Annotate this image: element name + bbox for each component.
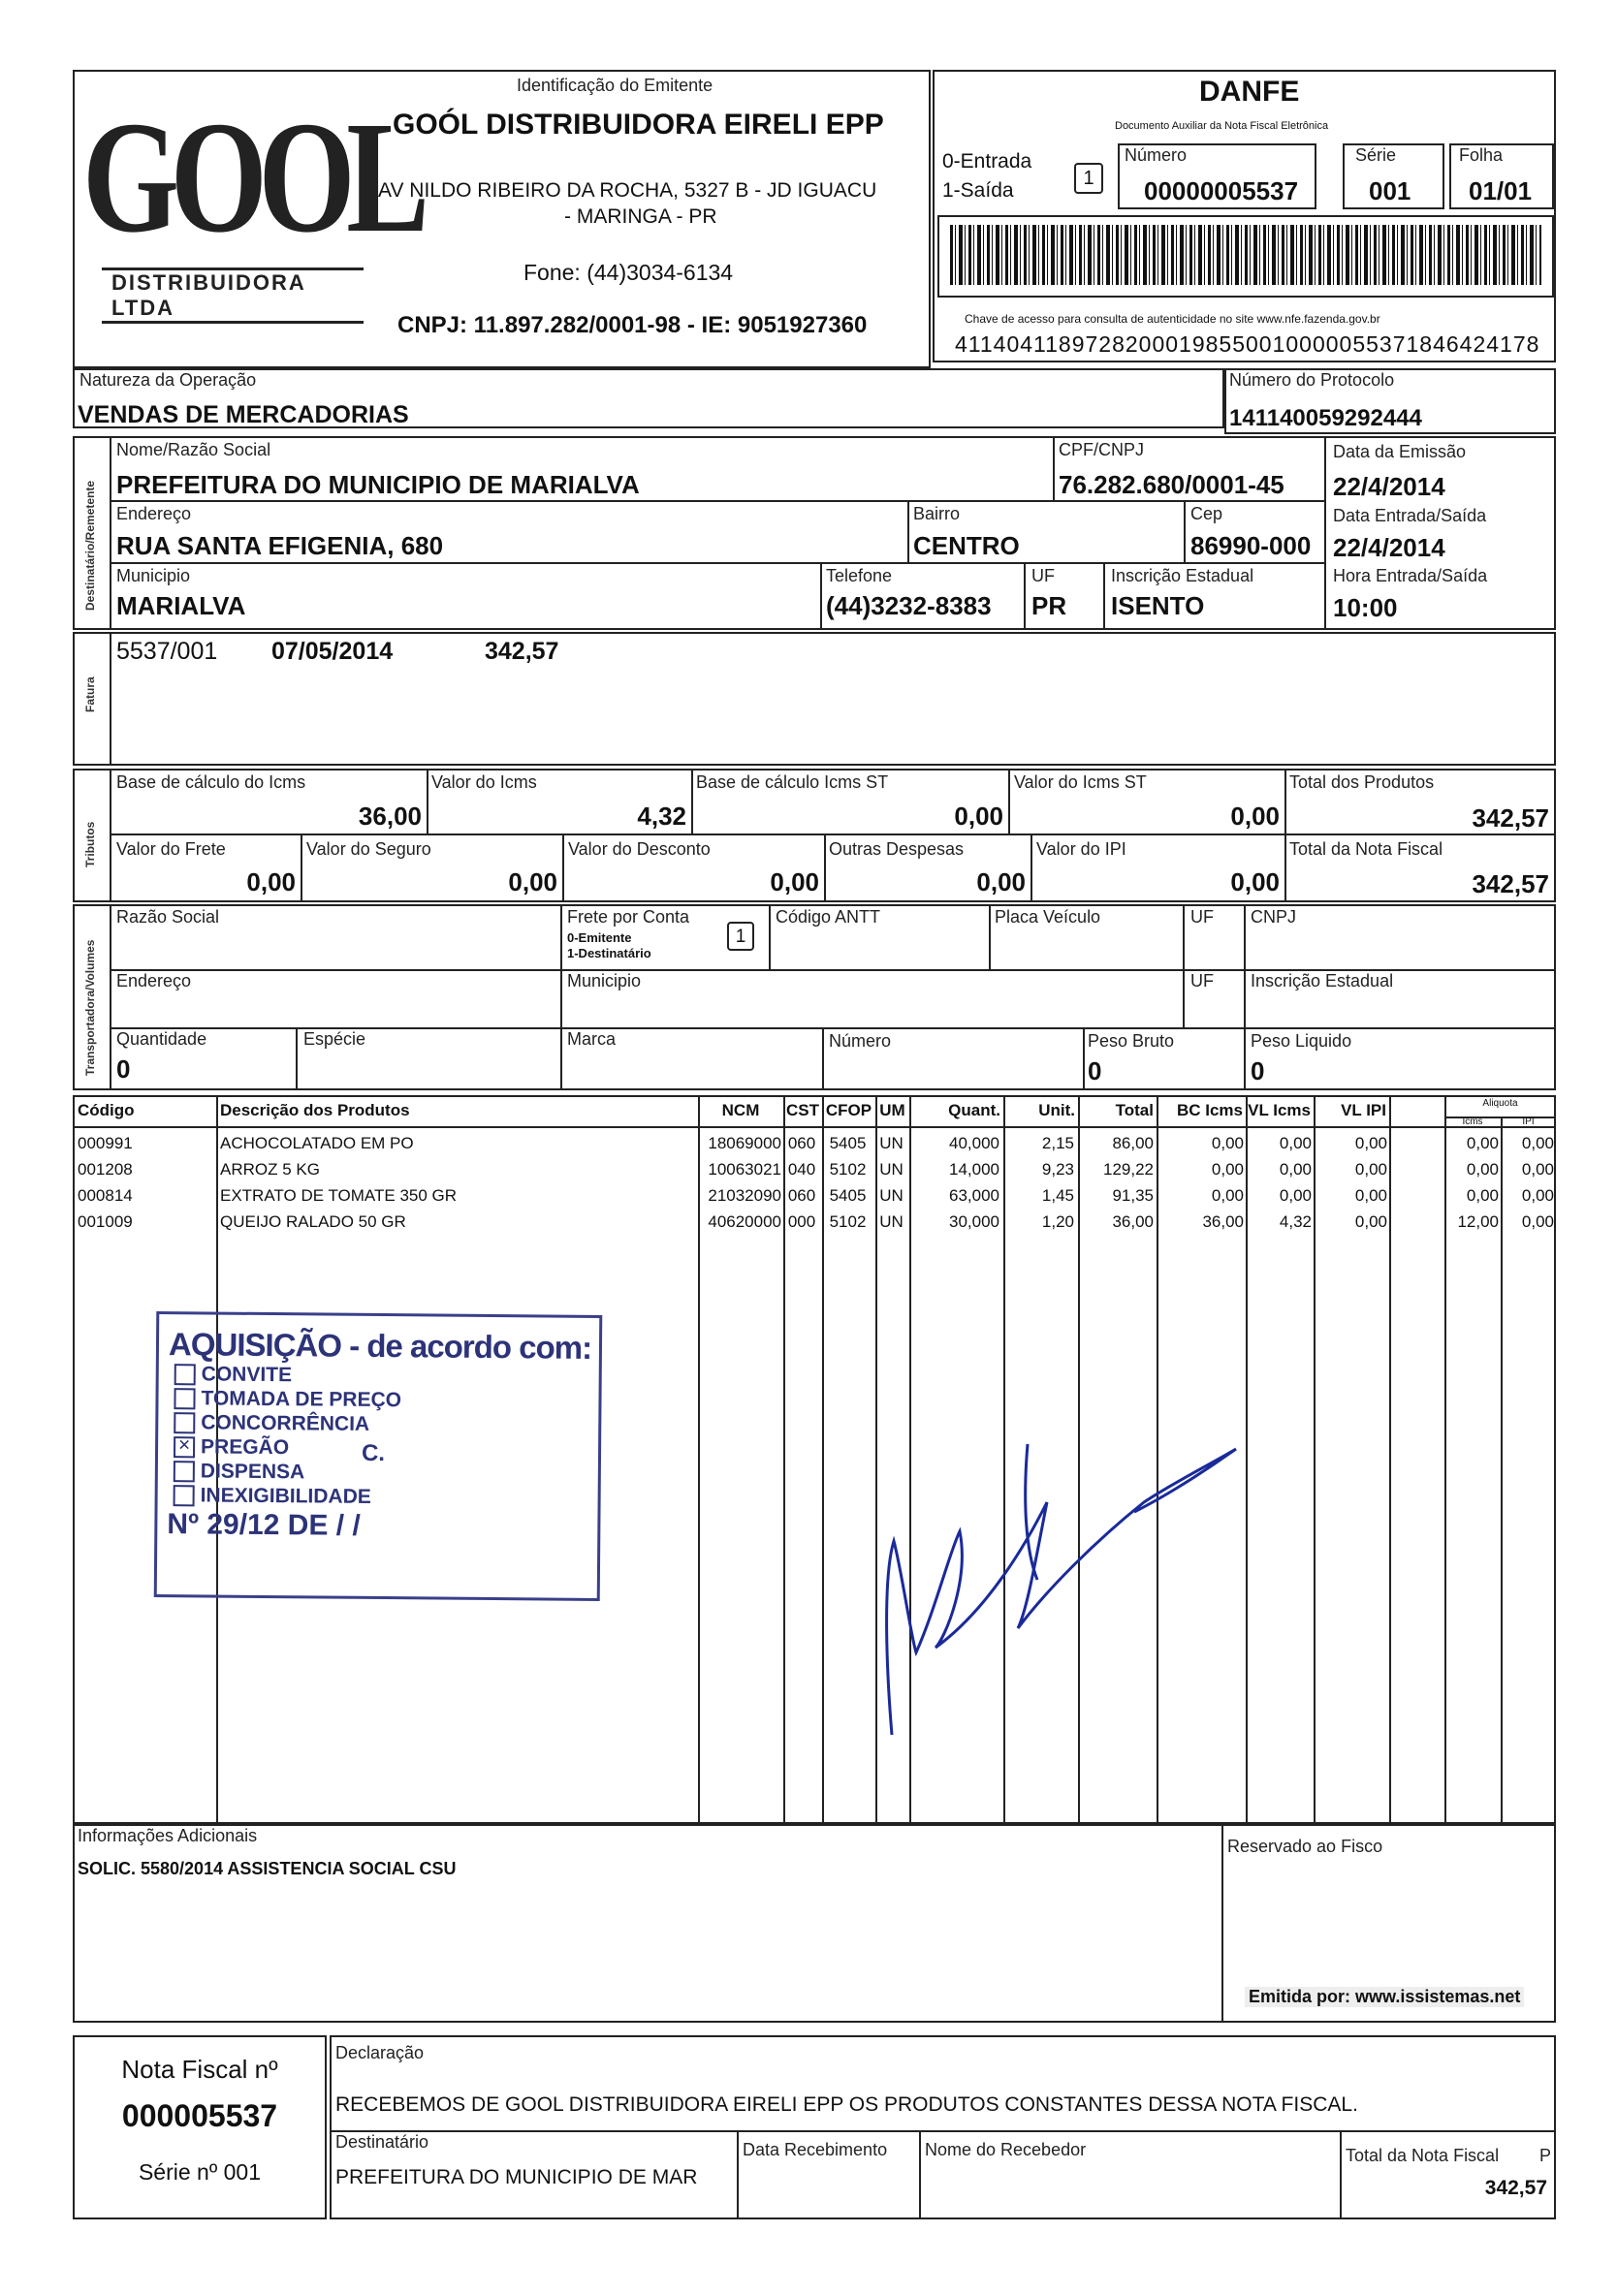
table-cell: 000814 <box>78 1186 133 1205</box>
table-cell: 0,00 <box>1354 1134 1387 1152</box>
access-key: 41140411897282000198550010000055371846424178 <box>955 331 1540 357</box>
total-prod: 342,57 <box>1472 803 1549 833</box>
dest-cep-label: Cep <box>1190 504 1223 523</box>
table-cell: 060 <box>787 1134 816 1152</box>
checkbox-icon <box>174 1461 195 1482</box>
dest-hora: 10:00 <box>1333 593 1398 622</box>
table-cell: 5405 <box>829 1186 867 1205</box>
protocolo-label: Número do Protocolo <box>1229 370 1395 390</box>
logo-text: GOOL <box>82 88 421 266</box>
aliquota-icms-header: Icms <box>1462 1117 1483 1127</box>
dest-nome: PREFEITURA DO MUNICIPIO DE MARIALVA <box>116 470 640 499</box>
produtos-header-cell: NCM <box>721 1101 760 1119</box>
outras-label: Outras Despesas <box>829 839 965 859</box>
table-cell: 30,000 <box>949 1212 999 1231</box>
bc-icms: 36,00 <box>358 802 422 831</box>
frete-val-box <box>727 922 754 951</box>
natureza-label: Natureza da Operação <box>79 370 257 390</box>
canhoto-serie: Série nº 001 <box>138 2159 262 2185</box>
total-nota-label: Total da Nota Fiscal <box>1289 839 1443 859</box>
dest-municipio-label: Municipio <box>116 566 191 585</box>
fatura-data: 07/05/2014 <box>271 638 394 665</box>
trib-div-9 <box>1284 833 1286 902</box>
frete-val: 1 <box>735 927 746 947</box>
table-cell: 0,00 <box>1211 1134 1244 1152</box>
tributos-row-divider <box>110 833 1556 835</box>
table-cell: 0,00 <box>1211 1186 1244 1205</box>
table-cell: UN <box>879 1134 904 1152</box>
table-cell: 0,00 <box>1466 1186 1499 1205</box>
table-cell: 12,00 <box>1457 1212 1499 1231</box>
adicionais-divider <box>1221 1824 1223 2023</box>
adicionais-label: Informações Adicionais <box>78 1826 258 1845</box>
aliquota-header: Aliquota <box>1482 1098 1518 1109</box>
transp-div-a <box>560 904 562 1090</box>
peso-liquido: 0 <box>1251 1056 1265 1085</box>
stamp-item-label: DISPENSA <box>200 1460 305 1484</box>
v-st-label: Valor do Icms ST <box>1014 772 1147 792</box>
adicionais-texto: SOLIC. 5580/2014 ASSISTENCIA SOCIAL CSU <box>78 1859 457 1878</box>
canhoto-div-2 <box>919 2130 921 2219</box>
ipi-label: Valor do IPI <box>1036 839 1126 859</box>
fatura-numero: 5537/001 <box>116 638 218 665</box>
table-cell: 91,35 <box>1112 1186 1154 1205</box>
company-logo <box>82 88 421 320</box>
table-cell: 0,00 <box>1279 1134 1312 1152</box>
protocolo-value: 141140059292444 <box>1229 405 1422 431</box>
danfe-saida: 1-Saída <box>942 179 1014 202</box>
produtos-header-cell: CFOP <box>825 1101 872 1119</box>
fatura-side-label: Fatura <box>83 676 97 712</box>
danfe-folha-label: Folha <box>1459 145 1504 165</box>
table-cell: 21032090 <box>708 1186 781 1205</box>
table-cell: 36,00 <box>1112 1212 1154 1231</box>
table-cell: 14,000 <box>949 1160 999 1179</box>
bc-st: 0,00 <box>954 802 1003 831</box>
tributos-side-label: Tributos <box>83 821 97 867</box>
table-cell: 060 <box>787 1186 816 1205</box>
fatura-valor: 342,57 <box>485 638 559 665</box>
table-cell: 1,45 <box>1041 1186 1074 1205</box>
table-cell: 000991 <box>78 1134 133 1152</box>
canhoto-nf-label: Nota Fiscal nº <box>121 2055 278 2084</box>
canhoto-div-1 <box>737 2130 739 2219</box>
danfe-folha: 01/01 <box>1469 176 1533 205</box>
emitida-por: Emitida por: www.issistemas.net <box>1245 1987 1524 2007</box>
v-icms: 4,32 <box>637 802 686 831</box>
frete: 0,00 <box>246 867 296 896</box>
dest-hora-label: Hora Entrada/Saída <box>1333 566 1488 585</box>
nome-receb-label: Nome do Recebedor <box>925 2140 1087 2159</box>
transp-razao-label: Razão Social <box>116 907 220 927</box>
produtos-header-cell: VL IPI <box>1341 1101 1386 1119</box>
dest-nome-label: Nome/Razão Social <box>116 440 271 459</box>
stamp-item <box>174 1363 293 1387</box>
stamp-item-label: INEXIGIBILIDADE <box>200 1484 371 1508</box>
table-cell: 10063021 <box>708 1160 781 1179</box>
ipi: 0,00 <box>1230 867 1280 896</box>
stamp-title: AQUISIÇÃO - de acordo com: <box>168 1326 592 1366</box>
danfe-tipo: 1 <box>1083 168 1094 189</box>
table-cell: UN <box>879 1212 904 1231</box>
table-cell: ACHOCOLATADO EM PO <box>220 1134 414 1152</box>
canhoto-div-3 <box>1340 2130 1342 2219</box>
table-cell: 129,22 <box>1103 1160 1154 1179</box>
produtos-header-cell: VL Icms <box>1248 1101 1311 1119</box>
issuer-phone: Fone: (44)3034-6134 <box>523 260 734 285</box>
transp-uf-label: UF <box>1190 907 1214 927</box>
stamp-item <box>174 1387 401 1412</box>
total-nota: 342,57 <box>1472 869 1549 898</box>
produtos-header-cell: Quant. <box>948 1101 1000 1119</box>
aliquota-ipi-header: IPI <box>1522 1117 1535 1127</box>
stamp-item <box>174 1411 369 1436</box>
dest-telefone: (44)3232-8383 <box>826 591 992 620</box>
produtos-header-cell: Código <box>78 1101 135 1119</box>
frete-op1: 1-Destinatário <box>567 946 651 960</box>
table-cell: 5102 <box>829 1212 867 1231</box>
table-cell: 40,000 <box>949 1134 999 1152</box>
trib-div-8 <box>1030 833 1032 902</box>
checkbox-icon <box>174 1388 195 1409</box>
dest-bairro-label: Bairro <box>913 504 961 523</box>
stamp-item-label: PREGÃO <box>200 1435 290 1460</box>
natureza-value: VENDAS DE MERCADORIAS <box>78 401 409 428</box>
dest-uf: PR <box>1031 591 1067 620</box>
table-cell: 40620000 <box>708 1212 781 1231</box>
table-cell: ARROZ 5 KG <box>220 1160 320 1179</box>
table-cell: 9,23 <box>1041 1160 1074 1179</box>
danfe-tipo-box <box>1074 163 1103 194</box>
danfe-title: DANFE <box>1199 76 1300 108</box>
dest-uf-label: UF <box>1031 566 1055 585</box>
dest-emissao-label: Data da Emissão <box>1333 442 1467 461</box>
table-cell: 4,32 <box>1279 1212 1312 1231</box>
table-cell: 0,00 <box>1521 1186 1554 1205</box>
signature <box>853 1386 1260 1754</box>
danfe-serie: 001 <box>1369 176 1411 205</box>
stamp-item <box>174 1460 305 1484</box>
fisco-label: Reservado ao Fisco <box>1227 1837 1383 1856</box>
acquisition-stamp <box>154 1311 603 1601</box>
stamp-numero: Nº 29/12 DE / / <box>167 1508 361 1542</box>
checked-box-icon: ✕ <box>174 1436 195 1458</box>
transp-uf2-label: UF <box>1190 971 1214 991</box>
barcode <box>950 225 1541 285</box>
destinatario-side-label: Destinatário/Remetente <box>83 480 97 611</box>
table-cell: 001009 <box>78 1212 133 1231</box>
dest-entrada-label: Data Entrada/Saída <box>1333 506 1487 525</box>
trib-div-3 <box>1008 769 1010 833</box>
canhoto-total-p: P <box>1539 2146 1552 2165</box>
issuer-cnpj: CNPJ: 11.897.282/0001-98 - IE: 9051927360 <box>397 312 868 338</box>
produtos-header-cell: Total <box>1115 1101 1154 1119</box>
issuer-address-1: AV NILDO RIBEIRO DA ROCHA, 5327 B - JD IGUACU <box>378 179 877 202</box>
dest-cep: 86990-000 <box>1190 531 1312 560</box>
canhoto-total: 342,57 <box>1484 2177 1547 2199</box>
dest-entrada: 22/4/2014 <box>1333 533 1445 562</box>
data-receb-label: Data Recebimento <box>743 2140 888 2159</box>
transp-municipio-label: Municipio <box>567 971 642 991</box>
stamp-item-label: TOMADA DE PREÇO <box>201 1387 402 1412</box>
table-cell: 1,20 <box>1041 1212 1074 1231</box>
issuer-name: GOÓL DISTRIBUIDORA EIRELI EPP <box>393 109 884 141</box>
peso-liquido-label: Peso Liquido <box>1251 1031 1352 1051</box>
transporte-side-label: Transportadora/Volumes <box>83 939 97 1076</box>
produtos-column-line <box>1389 1095 1391 1824</box>
placa-label: Placa Veículo <box>995 907 1101 927</box>
table-cell: 001208 <box>78 1160 133 1179</box>
dest-ie: ISENTO <box>1111 591 1205 620</box>
produtos-header-cell: Unit. <box>1038 1101 1075 1119</box>
total-prod-label: Total dos Produtos <box>1289 772 1435 792</box>
frete-conta-label: Frete por Conta <box>567 907 690 927</box>
seguro: 0,00 <box>508 867 557 896</box>
bc-icms-label: Base de cálculo do Icms <box>116 772 306 792</box>
trib-div-1 <box>427 769 428 833</box>
marca-label: Marca <box>567 1029 617 1049</box>
declaracao: RECEBEMOS DE GOOL DISTRIBUIDORA EIRELI EPP OS PRODUTOS CONSTANTES DESSA NOTA FISCAL. <box>335 2093 1358 2116</box>
canhoto-row-line <box>330 2130 1556 2132</box>
transp-div-b <box>769 904 771 969</box>
canhoto-nf-numero: 000005537 <box>121 2098 278 2133</box>
quantidade: 0 <box>116 1054 131 1084</box>
transp-ie-label: Inscrição Estadual <box>1251 971 1394 991</box>
produtos-header-cell: CST <box>786 1101 819 1119</box>
bc-st-label: Base de cálculo Icms ST <box>696 772 889 792</box>
access-key-label: Chave de acesso para consulta de autenticidade no site www.nfe.fazenda.gov.br <box>965 312 1380 326</box>
produtos-header-cell: BC Icms <box>1176 1101 1243 1119</box>
outras: 0,00 <box>976 867 1026 896</box>
especie-label: Espécie <box>303 1029 366 1049</box>
table-cell: 0,00 <box>1466 1134 1499 1152</box>
logo-subtitle: DISTRIBUIDORA LTDA <box>102 267 364 324</box>
table-cell: 0,00 <box>1521 1160 1554 1179</box>
checkbox-icon <box>174 1412 195 1433</box>
declaracao-label: Declaração <box>335 2043 425 2062</box>
danfe-entrada: 0-Entrada <box>942 150 1032 173</box>
table-cell: 2,15 <box>1041 1134 1074 1152</box>
table-cell: 0,00 <box>1354 1212 1387 1231</box>
desconto: 0,00 <box>770 867 819 896</box>
table-cell: 0,00 <box>1354 1160 1387 1179</box>
table-cell: 36,00 <box>1202 1212 1244 1231</box>
dest-endereco: RUA SANTA EFIGENIA, 680 <box>116 531 444 560</box>
transp-div-d <box>1183 904 1185 1027</box>
table-cell: UN <box>879 1160 904 1179</box>
table-cell: 000 <box>787 1212 816 1231</box>
table-cell: 0,00 <box>1521 1212 1554 1231</box>
danfe-subtitle: Documento Auxiliar da Nota Fiscal Eletrônica <box>1115 120 1329 132</box>
transp-div-h <box>1083 1027 1085 1090</box>
table-cell: 18069000 <box>708 1134 781 1152</box>
desconto-label: Valor do Desconto <box>568 839 711 859</box>
transp-div-f <box>296 1027 298 1090</box>
dest-cpf: 76.282.680/0001-45 <box>1059 470 1284 499</box>
v-st: 0,00 <box>1230 802 1280 831</box>
transp-cnpj-label: CNPJ <box>1251 907 1297 927</box>
table-cell: 040 <box>787 1160 816 1179</box>
trib-div-6 <box>562 833 564 902</box>
trib-div-4 <box>1284 769 1286 833</box>
stamp-item-label: CONVITE <box>201 1363 293 1387</box>
produtos-header-line <box>73 1126 1556 1128</box>
issuer-address-2: - MARINGA - PR <box>564 205 717 228</box>
seguro-label: Valor do Seguro <box>306 839 431 859</box>
frete-op0: 0-Emitente <box>567 930 632 945</box>
stamp-item <box>174 1435 289 1460</box>
frete-label: Valor do Frete <box>116 839 226 859</box>
table-cell: 0,00 <box>1279 1160 1312 1179</box>
stamp-item <box>174 1484 371 1509</box>
stamp-dispensa-suffix: C. <box>361 1439 386 1467</box>
transp-div-g <box>822 1027 824 1090</box>
table-cell: 5405 <box>829 1134 867 1152</box>
table-cell: 0,00 <box>1466 1160 1499 1179</box>
table-cell: 86,00 <box>1112 1134 1154 1152</box>
danfe-numero-label: Número <box>1125 145 1188 165</box>
checkbox-icon <box>174 1364 196 1385</box>
checkbox-icon <box>174 1485 195 1506</box>
transp-div-e <box>1244 904 1246 1090</box>
trib-div-2 <box>691 769 693 833</box>
danfe-serie-label: Série <box>1355 145 1397 165</box>
table-cell: 0,00 <box>1211 1160 1244 1179</box>
antt-label: Código ANTT <box>776 907 881 927</box>
table-cell: 0,00 <box>1354 1186 1387 1205</box>
transp-numero-label: Número <box>829 1031 892 1051</box>
produtos-header-cell: UM <box>879 1101 905 1119</box>
produtos-header-cell: Descrição dos Produtos <box>220 1101 410 1119</box>
table-cell: EXTRATO DE TOMATE 350 GR <box>220 1186 458 1205</box>
dest-ie-label: Inscrição Estadual <box>1111 566 1254 585</box>
table-cell: QUEIJO RALADO 50 GR <box>220 1212 406 1231</box>
dest-bairro: CENTRO <box>913 531 1020 560</box>
table-cell: 63,000 <box>949 1186 999 1205</box>
dest-emissao: 22/4/2014 <box>1333 472 1445 501</box>
table-cell: 0,00 <box>1521 1134 1554 1152</box>
transp-div-c <box>989 904 991 969</box>
peso-bruto-label: Peso Bruto <box>1088 1031 1175 1051</box>
trib-div-7 <box>824 833 826 902</box>
dest-telefone-label: Telefone <box>826 566 893 585</box>
canhoto-dest-label: Destinatário <box>335 2132 429 2152</box>
table-cell: 0,00 <box>1279 1186 1312 1205</box>
transp-endereco-label: Endereço <box>116 971 192 991</box>
canhoto-dest: PREFEITURA DO MUNICIPIO DE MAR <box>335 2166 698 2188</box>
stamp-item-label: CONCORRÊNCIA <box>201 1411 370 1435</box>
fatura-divider <box>110 632 111 766</box>
peso-bruto: 0 <box>1088 1056 1102 1085</box>
table-cell: UN <box>879 1186 904 1205</box>
trib-div-5 <box>301 833 302 902</box>
danfe-numero: 00000005537 <box>1144 176 1299 205</box>
dest-cpf-label: CPF/CNPJ <box>1059 440 1145 459</box>
quantidade-label: Quantidade <box>116 1029 207 1049</box>
issuer-section-label: Identificação do Emitente <box>517 76 713 95</box>
transp-divider <box>110 904 111 1090</box>
dest-municipio: MARIALVA <box>116 591 246 620</box>
dest-endereco-label: Endereço <box>116 504 192 523</box>
canhoto-total-label: Total da Nota Fiscal <box>1346 2146 1500 2165</box>
v-icms-label: Valor do Icms <box>431 772 537 792</box>
tributos-divider <box>110 769 111 902</box>
table-cell: 5102 <box>829 1160 867 1179</box>
